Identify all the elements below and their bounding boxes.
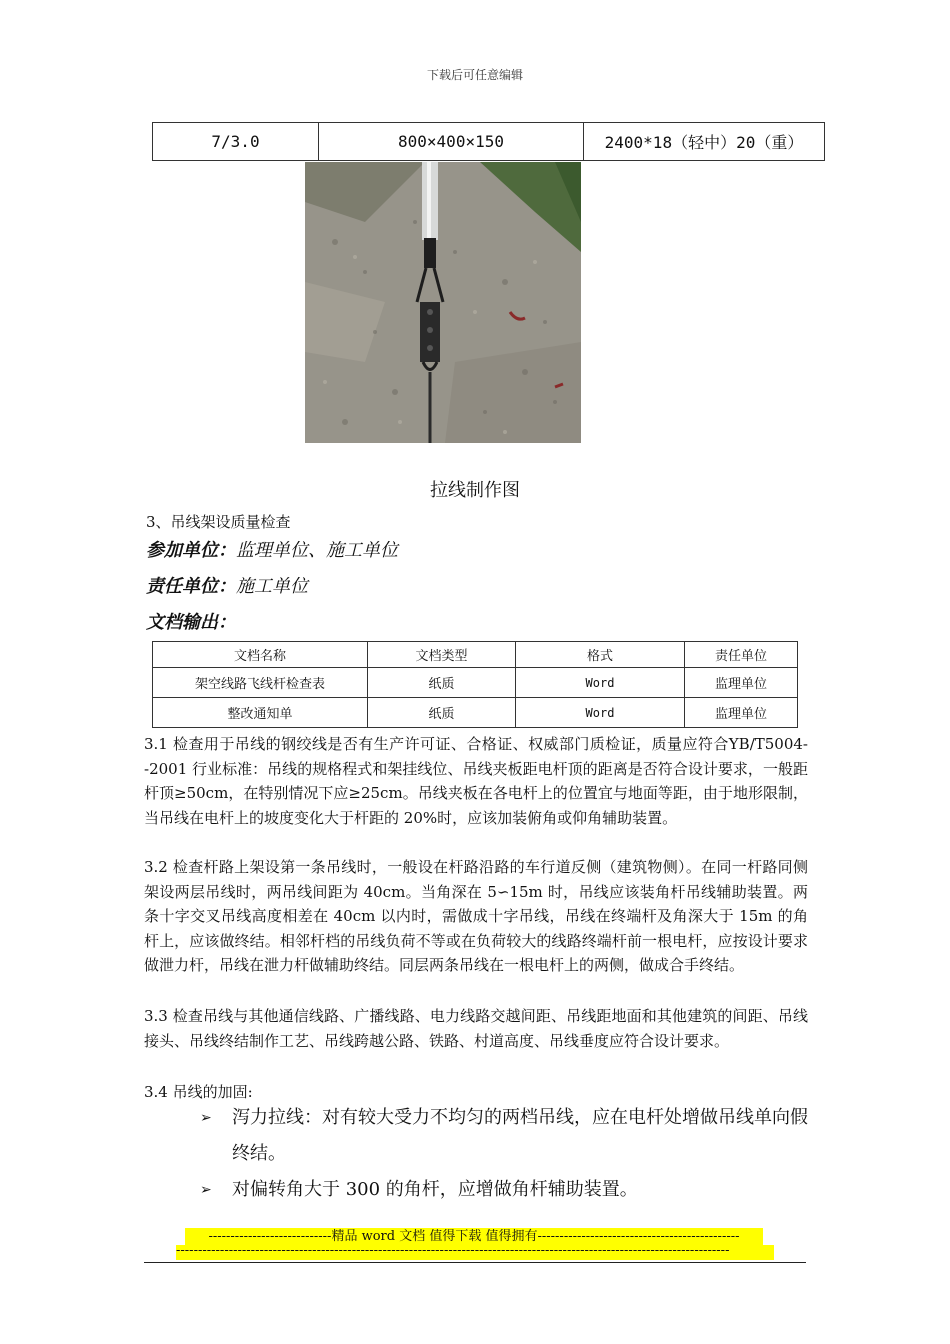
footer-dashes: ------------------------------------------------------------------------------------------------------------------------------ — [176, 1245, 774, 1260]
arrow-bullet-icon: ➢ — [200, 1110, 212, 1126]
participants-line — [146, 536, 398, 562]
bullet-item — [200, 1100, 810, 1172]
spec-table — [152, 122, 825, 161]
table-row — [153, 698, 798, 728]
table-row — [153, 668, 798, 698]
document-output-table — [152, 641, 798, 728]
responsible-value: 施工单位 — [236, 576, 308, 597]
table-cell: Word — [516, 698, 685, 728]
paragraph-3-1: 3.1 检查用于吊线的钢绞线是否有生产许可证、合格证、权威部门质检证，质量应符合YB/T5004--2001 行业标准：吊线的规格程式和架挂线位、吊线夹板距电杆顶的距离是否符合设计要求，一般距杆顶≥50cm，在特别情况下应≥25cm。吊线夹板在各电杆上的位置宜与地面等距，由于地形限制，当吊线在电杆上的坡度变化大于杆距的 20%时，应该加装俯角或仰角辅助装置。 — [144, 735, 808, 827]
participants-value: 监理单位、施工单位 — [236, 540, 398, 561]
figure-caption: 拉线制作图 — [430, 480, 520, 501]
table-header-cell: 责任单位 — [685, 642, 798, 668]
paragraph-3-3: 3.3 检查吊线与其他通信线路、广播线路、电力线路交越间距、吊线距地面和其他建筑的间距、吊线接头、吊线终结制作工艺、吊线跨越公路、铁路、村道高度、吊线垂度应符合设计要求。 — [144, 1007, 808, 1050]
output-line — [146, 608, 236, 634]
bullet-item — [200, 1172, 810, 1208]
table-cell: Word — [516, 668, 685, 698]
participants-label: 参加单位： — [146, 540, 236, 561]
output-label: 文档输出： — [146, 612, 236, 633]
paragraph-3-4: 3.4 吊线的加固: — [144, 1083, 253, 1101]
bullet-text: 对偏转角大于 300 的角杆，应增做角杆辅助装置。 — [232, 1179, 638, 1200]
table-cell: 架空线路飞线杆检查表 — [153, 668, 368, 698]
bullet-text: 泻力拉线：对有较大受力不均匀的两档吊线，应在电杆处增做吊线单向假终结。 — [232, 1107, 808, 1164]
table-header-cell: 文档类型 — [368, 642, 516, 668]
table-header-cell: 格式 — [516, 642, 685, 668]
responsible-label: 责任单位： — [146, 576, 236, 597]
table-cell: 整改通知单 — [153, 698, 368, 728]
table-cell: 监理单位 — [685, 668, 798, 698]
footer-banner: ----------------------------精品 word 文档 值得下载 值得拥有---------------------------------------------- — [185, 1228, 763, 1245]
table-cell: 纸质 — [368, 668, 516, 698]
section-title: 3、吊线架设质量检查 — [146, 513, 291, 531]
table-cell: 纸质 — [368, 698, 516, 728]
page-header: 下载后可任意编辑 — [426, 68, 523, 82]
table-cell: 监理单位 — [685, 698, 798, 728]
paragraph-3-2: 3.2 检查杆路上架设第一条吊线时，一般设在杆路沿路的车行道反侧（建筑物侧）。在同一杆路同侧架设两层吊线时，两吊线间距为 40cm。当角深在 5∽15m 时，吊线应该装角杆吊线辅助装置。两条十字交叉吊线高度相差在 40cm 以内时，需做成十字吊线，吊线在终端杆及角深大于 15m 的角杆上，应该做终结。相邻杆档的吊线负荷不等或在负荷较大的线路终端杆前一根电杆，应按设计要求做泄力杆，吊线在泄力杆做辅助终结。同层两条吊线在一根电杆上的两侧，做成合手终结。 — [144, 858, 808, 974]
table-header-cell: 文档名称 — [153, 642, 368, 668]
responsible-line — [146, 572, 308, 598]
table-cell: 2400*18（轻中）20（重） — [584, 123, 825, 161]
table-header-row — [153, 642, 798, 668]
table-cell: 7/3.0 — [153, 123, 319, 161]
guy-wire-illustration — [305, 162, 581, 443]
guy-wire-photo — [305, 162, 581, 443]
table-row — [153, 123, 825, 161]
table-cell: 800×400×150 — [319, 123, 584, 161]
footer-rule — [144, 1262, 806, 1263]
arrow-bullet-icon: ➢ — [200, 1182, 212, 1198]
